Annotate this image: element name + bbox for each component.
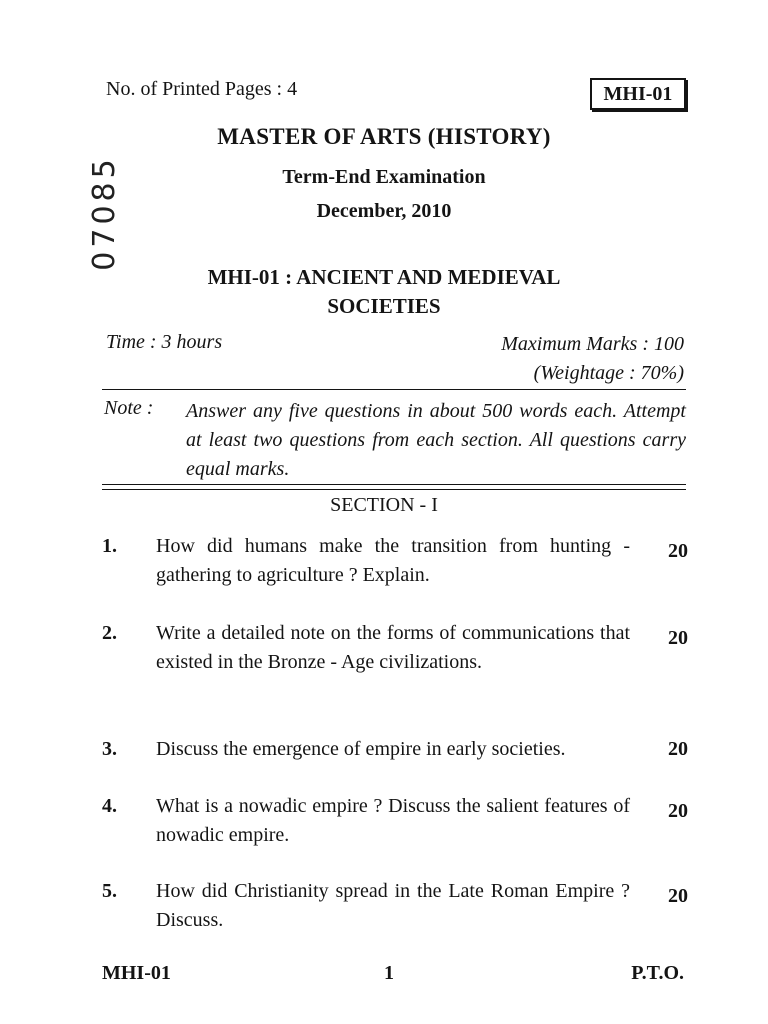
time-allowed: Time : 3 hours bbox=[106, 331, 223, 353]
exam-type: Term-End Examination bbox=[282, 166, 486, 188]
question-number: 5. bbox=[102, 880, 117, 902]
paper-code-box: MHI-01 bbox=[590, 78, 686, 110]
subject-heading bbox=[0, 263, 768, 321]
divider-double-1 bbox=[102, 484, 686, 485]
divider-double-2 bbox=[102, 489, 686, 490]
weightage: (Weightage : 70%) bbox=[533, 362, 684, 384]
divider-top bbox=[102, 389, 686, 390]
exam-date: December, 2010 bbox=[316, 200, 452, 222]
question-text: Discuss the emergence of empire in early societies. bbox=[156, 738, 566, 760]
question-marks: 20 bbox=[668, 540, 688, 562]
question-number: 2. bbox=[102, 622, 117, 644]
exam-title: MASTER OF ARTS (HISTORY) bbox=[217, 124, 551, 149]
question-text: How did Christianity spread in the Late Roman Empire ? Discuss. bbox=[156, 880, 630, 931]
maximum-marks: Maximum Marks : 100 bbox=[501, 333, 684, 355]
question-text: Write a detailed note on the forms of communications that existed in the Bronze - Age civilizations. bbox=[156, 622, 630, 673]
question-number: 1. bbox=[102, 535, 117, 557]
note-label: Note : bbox=[104, 397, 154, 419]
printed-pages-count: No. of Printed Pages : 4 bbox=[106, 78, 298, 100]
question-marks: 20 bbox=[668, 627, 688, 649]
question-text: How did humans make the transition from hunting - gathering to agriculture ? Explain. bbox=[156, 535, 630, 586]
question-text: What is a nowadic empire ? Discuss the salient features of nowadic empire. bbox=[156, 795, 630, 846]
please-turn-over: P.T.O. bbox=[631, 962, 684, 984]
subject-line-1: MHI-01 : ANCIENT AND MEDIEVAL bbox=[207, 265, 561, 289]
question-marks: 20 bbox=[668, 738, 688, 760]
section-heading: SECTION - I bbox=[330, 494, 438, 516]
question-number: 3. bbox=[102, 738, 117, 760]
note-text: Answer any five questions in about 500 words each. Attempt at least two questions from each section. All questions carry equal marks. bbox=[186, 400, 686, 480]
question-marks: 20 bbox=[668, 885, 688, 907]
page-number: 1 bbox=[384, 962, 394, 984]
serial-number: 07085 bbox=[86, 155, 122, 271]
question-marks: 20 bbox=[668, 800, 688, 822]
question-number: 4. bbox=[102, 795, 117, 817]
footer-paper-code: MHI-01 bbox=[102, 962, 171, 984]
subject-line-2: SOCIETIES bbox=[327, 294, 441, 318]
